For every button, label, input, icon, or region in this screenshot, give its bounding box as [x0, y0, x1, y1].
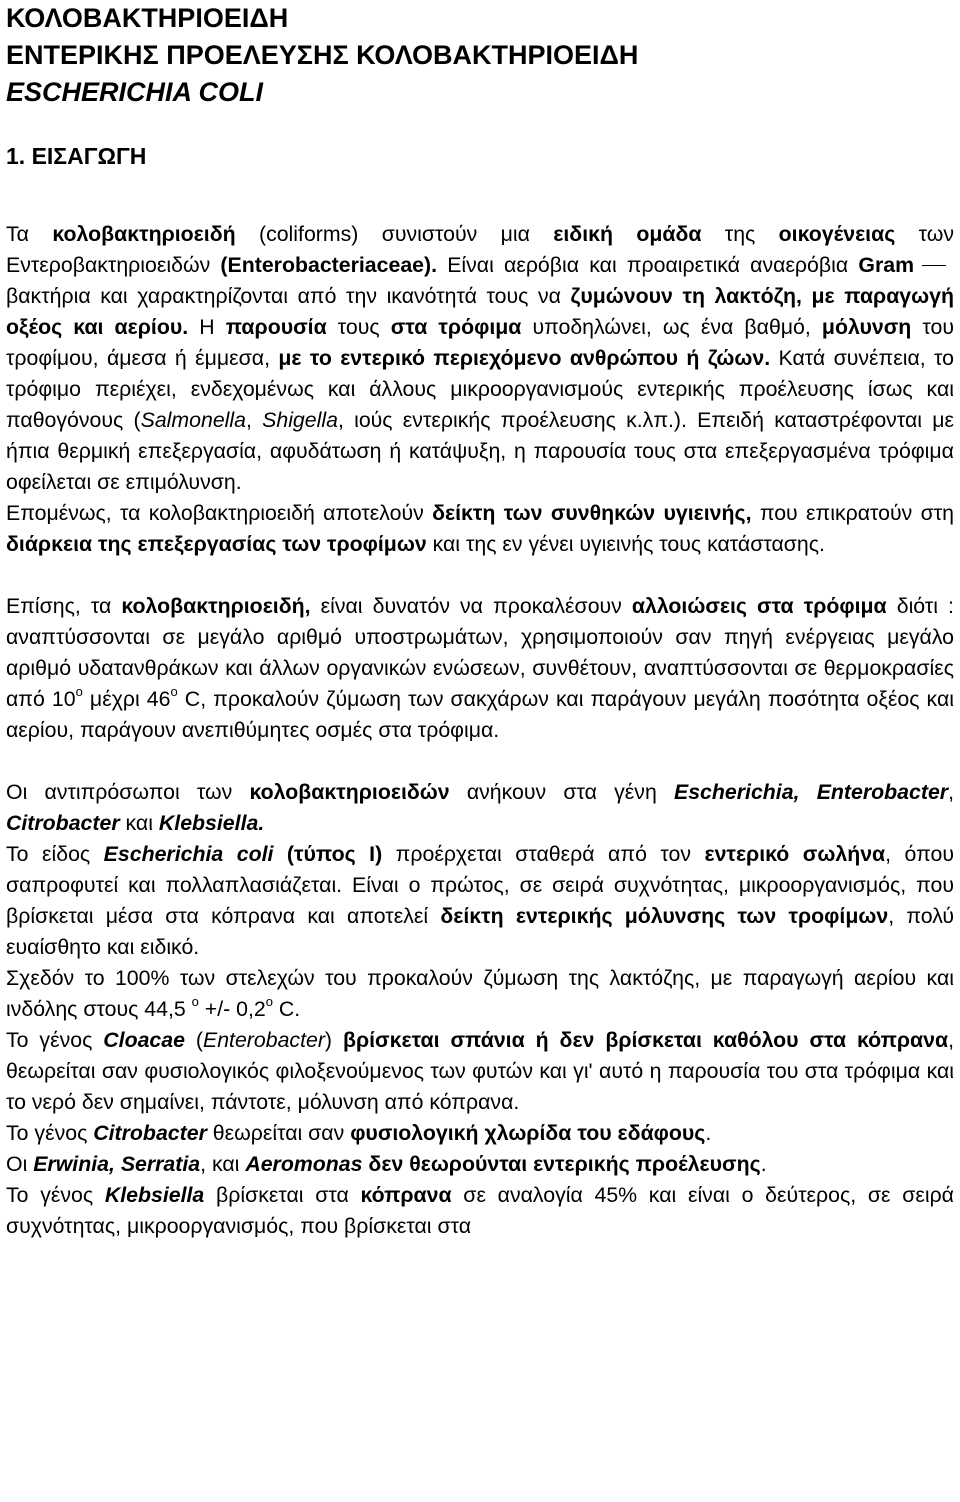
degree-sup: ο [170, 684, 178, 699]
text-bold: Gram [858, 253, 915, 277]
text: βρίσκεται στα [204, 1183, 361, 1207]
text: Η [188, 315, 226, 339]
text: (coliforms) συνιστούν μια [235, 222, 554, 246]
text-bold-italic: Erwinia, [33, 1152, 115, 1176]
text-italic: Shigella [262, 408, 338, 432]
text: ) [324, 1028, 343, 1052]
title-line-2: ΕΝΤΕΡΙΚΗΣ ΠΡΟΕΛΕΥΣΗΣ ΚΟΛΟΒΑΚΤΗΡΙΟΕΙΔΗ [6, 40, 639, 70]
text: Το είδος [6, 842, 104, 866]
text-bold: (τύπος Ι) [273, 842, 383, 866]
paragraph-8 [6, 1118, 954, 1149]
text-bold-italic: Enterobacter [816, 780, 949, 804]
text-italic: Salmonella [140, 408, 246, 432]
paragraph-4 [6, 777, 954, 839]
document-title [6, 0, 954, 111]
text: C. [273, 997, 301, 1021]
text: Οι [6, 1152, 34, 1176]
text: . [705, 1121, 712, 1145]
text-bold: αλλοιώσεις στα τρόφιμα [631, 594, 887, 618]
text: Είναι αερόβια και προαιρετικά αναερόβια [437, 253, 859, 277]
text: , πολύ ευαίσθητο και ειδικό. [6, 904, 954, 959]
text [799, 780, 816, 804]
paragraph-10 [6, 1180, 954, 1242]
text-bold: κολοβακτηριοειδών [249, 780, 450, 804]
text: του τροφίμου, άμεσα ή έμμεσα, [6, 315, 955, 370]
text: Το γένος [6, 1028, 104, 1052]
text-bold: δεν θεωρούνται εντερικής προέλευσης [362, 1152, 761, 1176]
text: μέχρι 46 [82, 687, 171, 711]
text: Το γένος [6, 1183, 105, 1207]
text-bold: κολοβακτηριοειδή, [121, 594, 311, 618]
text-bold: δείκτη των συνθηκών υγιεινής, [432, 501, 752, 525]
title-line-1: ΚΟΛΟΒΑΚΤΗΡΙΟΕΙΔΗ [6, 3, 289, 33]
text: Σχεδόν το 100% των στελεχών του προκαλούν ζύμωση της λακτόζης, με παραγωγή αερίου και ινδόλης στους 44,5 [6, 966, 954, 1021]
paragraph-1 [6, 219, 954, 498]
paragraph-9 [6, 1149, 954, 1180]
text: θεωρείται σαν [206, 1121, 351, 1145]
degree-sup: ο [191, 994, 199, 1009]
body-text [6, 219, 954, 1242]
text-bold: κολοβακτηριοειδή [52, 222, 236, 246]
degree-sup: ο [75, 684, 83, 699]
text-bold: εντερικό σωλήνα [704, 842, 886, 866]
text: Οι αντιπρόσωποι των [6, 780, 250, 804]
text-italic: Enterobacter [202, 1028, 325, 1052]
text-bold: διάρκεια της επεξεργασίας των τροφίμων [6, 532, 427, 556]
text-bold: ειδική ομάδα [553, 222, 702, 246]
text: Κατά συνέπεια, το τρόφιμο περιέχει, ενδεχομένως και άλλους μικροοργανισμούς εντερικής προέλευσης ίσως και παθογόνους ( [6, 346, 955, 432]
text-bold-italic: Serratia [120, 1152, 201, 1176]
text: Επομένως, τα κολοβακτηριοειδή αποτελούν [6, 501, 433, 525]
text-bold-italic: Aeromonas [245, 1152, 363, 1176]
text: Το γένος [6, 1121, 94, 1145]
title-line-3: ESCHERICHIA COLI [6, 77, 264, 107]
text: προέρχεται σταθερά από τον [382, 842, 705, 866]
text: Τα [6, 222, 53, 246]
text: , [948, 780, 954, 804]
paragraph-6 [6, 963, 954, 1025]
text-bold: φυσιολογική χλωρίδα του εδάφους [350, 1121, 706, 1145]
text-bold-italic: Klebsiella [104, 1183, 205, 1207]
text-bold: οικογένειας [778, 222, 896, 246]
text: είναι δυνατόν να προκαλέσουν [310, 594, 632, 618]
text-bold-italic: Cloacae [103, 1028, 185, 1052]
text-bold-italic: Klebsiella. [158, 811, 265, 835]
text-bold: παρουσία [225, 315, 327, 339]
text: ( [184, 1028, 203, 1052]
text: υποδηλώνει, ως ένα βαθμό, [521, 315, 822, 339]
text: , [246, 408, 263, 432]
paragraph-7 [6, 1025, 954, 1118]
degree-sup: ο [265, 994, 273, 1009]
text: , θεωρείται σαν φυσιολογικός φιλοξενούμενος των φυτών και γι' αυτό η παρουσία του στα τρόφιμα και το νερό δεν σημαίνει, πάντοτε, μόλυνση από κόπρανα. [6, 1028, 955, 1114]
paragraph-2 [6, 498, 954, 560]
paragraph-5 [6, 839, 954, 963]
text-bold: με το εντερικό περιεχόμενο ανθρώπου ή ζώων. [278, 346, 771, 370]
text: τους [326, 315, 391, 339]
dash-line [922, 265, 946, 266]
text-bold-italic: Escherichia coli [103, 842, 274, 866]
text: Επίσης, τα [6, 594, 122, 618]
text-bold: μόλυνση [821, 315, 912, 339]
text-bold: δείκτη εντερικής μόλυνσης των τροφίμων [440, 904, 889, 928]
text-bold: βρίσκεται σπάνια ή δεν βρίσκεται καθόλου στα κόπρανα [342, 1028, 949, 1052]
text: και της εν γένει υγιεινής τους κατάστασης. [426, 532, 825, 556]
text-bold: ζυμώνουν τη λακτόζη, με παραγωγή οξέος και αερίου. [6, 284, 954, 339]
text: βακτήρια και χαρακτηρίζονται από την ικανότητά τους να [6, 284, 571, 308]
text: σε αναλογία 45% και είναι ο δεύτερος, σε σειρά συχνότητας, μικροοργανισμός, που βρίσκεται στα [6, 1183, 954, 1238]
text-bold: (Enterobacteriaceae). [220, 253, 438, 277]
text: , όπου σαπροφυτεί και πολλαπλασιάζεται. Είναι ο πρώτος, σε σειρά συχνότητας, μικροοργανισμός, που βρίσκεται μέσα στα κόπρανα και αποτελεί [6, 842, 954, 928]
section-heading: 1. ΕΙΣΑΓΩΓΗ [6, 143, 147, 169]
text: . [760, 1152, 767, 1176]
text: C, προκαλούν ζύμωση των σακχάρων και παράγουν μεγάλη ποσότητα οξέος και αερίου, παράγουν ανεπιθύμητες οσμές στα τρόφιμα. [6, 687, 954, 742]
text: και [119, 811, 159, 835]
text-bold: κόπρανα [360, 1183, 452, 1207]
text-bold-italic: Citrobacter [6, 811, 120, 835]
text: ανήκουν στα γένη [449, 780, 674, 804]
text: των Εντεροβακτηριοειδών [6, 222, 954, 277]
text: διότι : αναπτύσσονται σε μεγάλο αριθμό υποστρωμάτων, χρησιμοποιούν σαν πηγή ενέργειας μεγάλο αριθμό υδατανθράκων και άλλων οργανικών ενώσεων, συνθέτουν, αναπτύσσονται σε θερμοκρασίες από 10 [6, 594, 954, 711]
text: +/- 0,2 [198, 997, 266, 1021]
text: που επικρατούν στη [751, 501, 954, 525]
text: , και [200, 1152, 246, 1176]
text: της [701, 222, 779, 246]
text: , ιούς εντερικής προέλευσης κ.λπ.). Επειδή καταστρέφονται με ήπια θερμική επεξεργασία, αφυδάτωση ή κατάψυξη, η παρουσία τους στα επεξεργασμένα τρόφιμα οφείλεται σε επιμόλυνση. [6, 408, 954, 494]
text-bold-italic: Citrobacter [93, 1121, 207, 1145]
text-bold: στα τρόφιμα [390, 315, 522, 339]
text-bold-italic: Escherichia, [674, 780, 800, 804]
paragraph-3 [6, 591, 954, 746]
